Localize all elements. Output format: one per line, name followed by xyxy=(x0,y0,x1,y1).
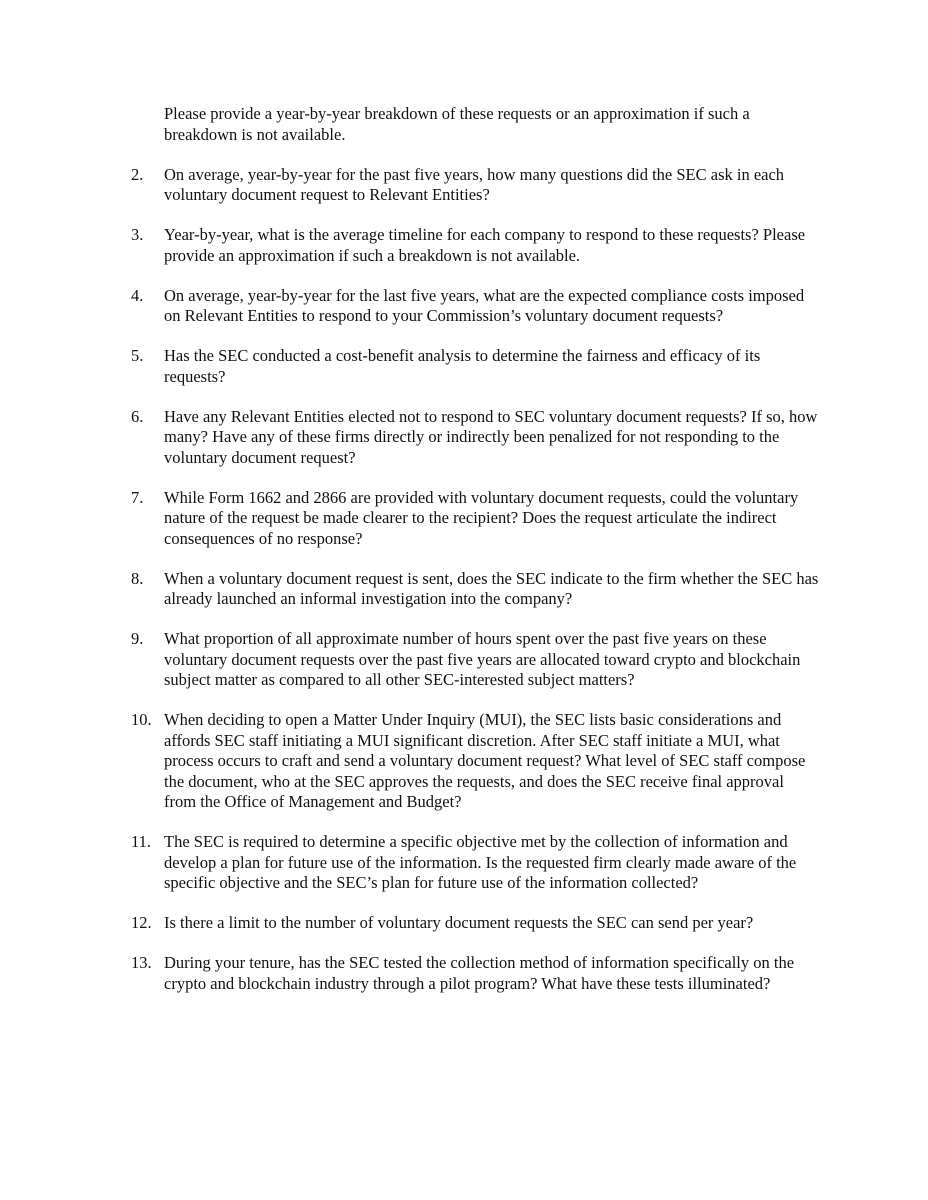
list-item xyxy=(131,225,820,266)
item-text: What proportion of all approximate number of hours spent over the past five years on these voluntary document requests over the past five years are allocated toward crypto and blockchain subject matter as compared to all other SEC-interested subject matters? xyxy=(164,629,801,689)
item-text: Year-by-year, what is the average timeline for each company to respond to these requests? Please provide an approximation if such a breakdown is not available. xyxy=(164,225,806,265)
item-number: 4. xyxy=(131,285,144,305)
item-text: While Form 1662 and 2866 are provided with voluntary document requests, could the voluntary nature of the request be made clearer to the recipient? Does the request articulate the indirect consequences of no response? xyxy=(164,487,799,548)
list-item xyxy=(131,832,820,894)
item-text: On average, year-by-year for the last five years, what are the expected compliance costs imposed on Relevant Entities to respond to your Commission’s voluntary document requests? xyxy=(164,285,805,325)
list-item xyxy=(131,407,820,469)
list-item xyxy=(131,346,820,387)
list-item xyxy=(131,165,820,206)
list-item xyxy=(131,286,820,327)
item-text: On average, year-by-year for the past five years, how many questions did the SEC ask in each voluntary document request to Relevant Entities? xyxy=(164,164,785,204)
list-item xyxy=(131,913,820,934)
list-item xyxy=(131,629,820,691)
list-item xyxy=(131,710,820,813)
item-number: 3. xyxy=(131,225,144,244)
item-number: 12. xyxy=(131,913,152,932)
item-text: Has the SEC conducted a cost-benefit analysis to determine the fairness and efficacy of its requests? xyxy=(164,346,761,386)
item-text: The SEC is required to determine a specific objective met by the collection of information and develop a plan for future use of the information. Is the requested firm clearly made aware of the specific objective and the SEC’s plan for future use of the information collected? xyxy=(164,832,797,892)
item-number: 9. xyxy=(131,629,144,648)
item-text: Is there a limit to the number of voluntary document requests the SEC can send per year? xyxy=(164,913,754,932)
item-number: 8. xyxy=(131,568,144,588)
item-text: During your tenure, has the SEC tested the collection method of information specifically on the crypto and blockchain industry through a pilot program? What have these tests illuminated? xyxy=(164,953,795,993)
item-number: 5. xyxy=(131,346,144,365)
item-text: Have any Relevant Entities elected not to respond to SEC voluntary document requests? If so, how many? Have any of these firms directly or indirectly been penalized for not responding to the voluntary document request? xyxy=(164,406,818,467)
item-number: 6. xyxy=(131,406,144,426)
item-number: 7. xyxy=(131,487,144,507)
item-number: 11. xyxy=(131,832,152,851)
question-list xyxy=(131,165,820,995)
list-item xyxy=(131,569,820,610)
item-text: When a voluntary document request is sent, does the SEC indicate to the firm whether the SEC has already launched an informal investigation into the company? xyxy=(164,568,819,608)
list-item xyxy=(131,488,820,550)
list-item xyxy=(131,953,820,994)
item-text: When deciding to open a Matter Under Inquiry (MUI), the SEC lists basic considerations and affords SEC staff initiating a MUI significant discretion. After SEC staff initiate a MUI, what process occurs to craft and send a voluntary document request? What level of SEC staff compose the document, who at the SEC approves the requests, and does the SEC receive final approval from the Office of Management and Budget? xyxy=(164,710,806,811)
item-number: 10. xyxy=(131,710,152,729)
item-number: 2. xyxy=(131,164,144,184)
intro-paragraph: Please provide a year-by-year breakdown of these requests or an approximation if such a breakdown is not available. xyxy=(164,104,750,144)
item-number: 13. xyxy=(131,953,152,972)
